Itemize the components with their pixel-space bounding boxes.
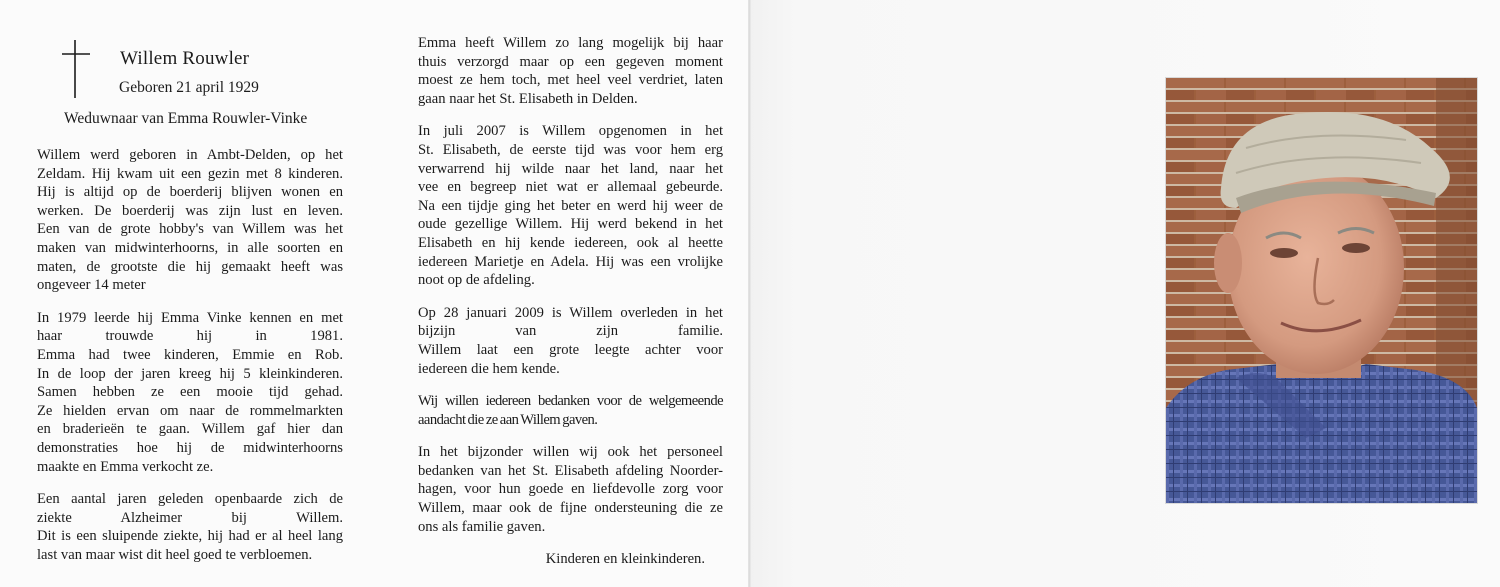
text-line: aandacht die ze aan Willem gaven.	[418, 411, 598, 428]
text-line: In de loop der jaren kreeg hij 5 kleinkinderen.	[37, 365, 343, 382]
paragraph	[418, 443, 723, 536]
text-line: bedanken van het St. Elisabeth afdeling Noorder-	[418, 462, 723, 479]
text-line: bijzijn van zijn familie.	[418, 323, 723, 340]
text-line: noot op de afdeling.	[418, 272, 535, 289]
text-line: Wij willen iedereen bedanken voor de welgemeende	[418, 393, 723, 410]
text-line: haar trouwde hij in 1981.	[37, 328, 343, 345]
text-line: Willem, maar ook de fijne ondersteuning die ze	[418, 500, 723, 517]
portrait-photo	[1165, 77, 1478, 504]
text-line: werken. De boerderij was zijn lust en leven.	[37, 202, 343, 219]
text-line: demonstraties hoe hij de midwinterhoorns	[37, 439, 343, 456]
text-line: Na een tijdje ging het beter en werd hij weer de	[418, 197, 723, 214]
text-line: ongeveer 14 meter	[37, 277, 146, 294]
paragraph	[418, 304, 723, 378]
text-line: Hij is altijd op de boerderij blijven wonen en	[37, 184, 343, 201]
text-line: Een van de grote hobby's van Willem was het	[37, 221, 343, 238]
text-line: iedereen die hem kende.	[418, 360, 560, 377]
widower-line: Weduwnaar van Emma Rouwler-Vinke	[64, 110, 308, 127]
paragraph	[37, 490, 343, 564]
birth-date: Geboren 21 april 1929	[119, 79, 259, 96]
text-line: Willem laat een grote leegte achter voor	[418, 341, 723, 358]
text-line: Een aantal jaren geleden openbaarde zich de	[37, 491, 343, 508]
text-line: gaan naar het St. Elisabeth in Delden.	[418, 90, 638, 107]
paragraph	[37, 309, 343, 476]
text-line: In juli 2007 is Willem opgenomen in het	[418, 123, 723, 140]
text-line: Samen hebben ze een mooie tijd gehad.	[37, 384, 343, 401]
paragraph	[418, 392, 723, 429]
text-line: Op 28 januari 2009 is Willem overleden in het	[418, 304, 723, 321]
text-line: ons als familie gaven.	[418, 518, 546, 535]
text-line: iedereen Marietje en Adela. Hij was een vrolijke	[418, 253, 723, 270]
middle-text-column	[418, 34, 723, 583]
paragraph	[37, 146, 343, 295]
text-line: Willem werd geboren in Ambt-Delden, op het	[37, 147, 343, 163]
text-line: hagen, voor hun goede en liefdevolle zorg voor	[418, 481, 723, 498]
text-line: vee en begreep niet wat er allemaal gebeurde.	[418, 179, 723, 196]
text-line: Zeldam. Hij kwam uit een gezin met 8 kinderen.	[37, 165, 343, 182]
text-line: en braderieën te gaan. Willem gaf hier dan	[37, 421, 343, 438]
left-text-column	[37, 146, 343, 578]
text-line: maten, de grootste die hij gemaakt heeft was	[37, 258, 343, 275]
text-line: verwarrend hij wilde naar het land, naar het	[418, 160, 723, 177]
text-line: moest ze hem toch, met heel veel verdriet, laten	[418, 72, 723, 89]
text-line: St. Elisabeth, de eerste tijd was voor hem erg	[418, 141, 723, 158]
text-line: ziekte Alzheimer bij Willem.	[37, 509, 343, 526]
text-line: oude gezellige Willem. Hij werd bekend in het	[418, 216, 723, 233]
text-line: Elisabeth en hij kende iedereen, ook al heette	[418, 234, 723, 251]
text-line: In 1979 leerde hij Emma Vinke kennen en met	[37, 309, 343, 326]
text-line: Dit is een sluipende ziekte, hij had er al heel lang	[37, 528, 343, 545]
cross-icon	[58, 38, 94, 100]
text-line: In het bijzonder willen wij ook het personeel	[418, 444, 723, 461]
text-line: maken van midwinterhoorns, in alle soorten en	[37, 239, 343, 256]
text-line: Ze hielden ervan om naar de rommelmarkten	[37, 402, 343, 419]
text-line: thuis verzorgd maar op een gegeven moment	[418, 53, 723, 70]
text-line: maakte en Emma verkocht ze.	[37, 458, 214, 475]
text-line: Emma heeft Willem zo lang mogelijk bij haar	[418, 35, 723, 51]
deceased-name: Willem Rouwler	[120, 48, 250, 69]
paragraph	[418, 122, 723, 289]
text-line: Emma had twee kinderen, Emmie en Rob.	[37, 346, 343, 363]
text-line: last van maar wist dit heel goed te verbloemen.	[37, 546, 313, 563]
card-fold	[748, 0, 751, 587]
signature: Kinderen en kleinkinderen.	[545, 551, 705, 568]
paragraph	[418, 34, 723, 108]
